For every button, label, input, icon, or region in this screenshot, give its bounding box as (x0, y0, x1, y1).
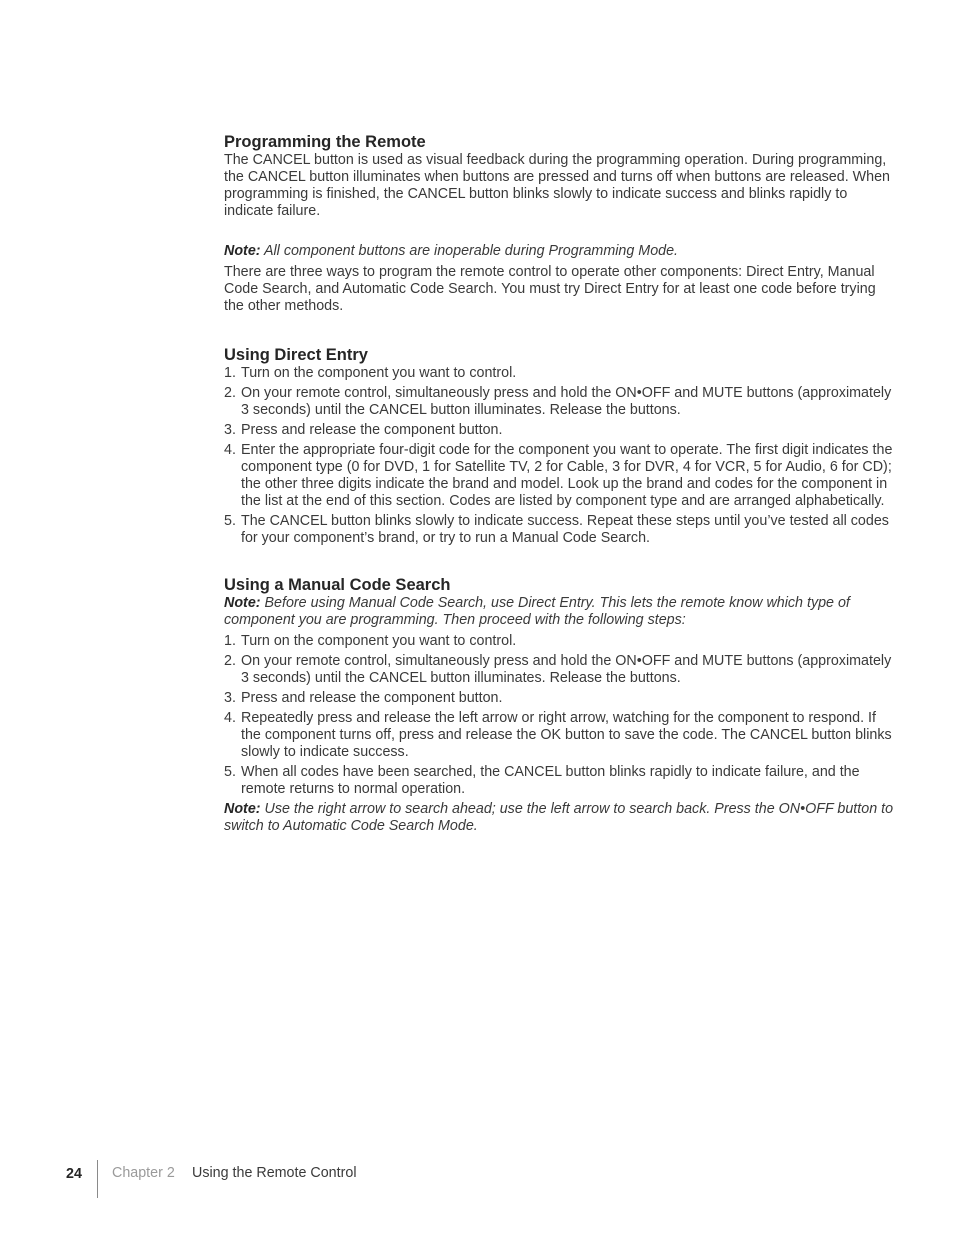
list-item (224, 422, 898, 439)
step-text: Repeatedly press and release the left arrow or right arrow, watching for the component to respond. If the component turns off, press and release the OK button to save the code. The CANCEL button blinks slowly to indicate success. (241, 710, 892, 760)
manual-search-steps (224, 633, 898, 798)
list-item (224, 365, 898, 382)
step-number: 1. (224, 633, 236, 649)
footer-divider (97, 1160, 98, 1198)
programming-methods: There are three ways to program the remote control to operate other components: Direct Entry, Manual Code Search, and Automatic Code Search. You must try Direct Entry for at least one code before trying the other methods. (224, 264, 876, 314)
page-number: 24 (66, 1166, 82, 1182)
list-item (224, 442, 898, 510)
step-text: Enter the appropriate four-digit code for the component you want to operate. The first digit indicates the component type (0 for DVD, 1 for Satellite TV, 2 for Cable, 3 for DVR, 4 for VCR, 5 for Audio, 6 for CD); the other three digits indicate the brand and model. Look up the brand and codes for the component in the list at the end of this section. Codes are listed by component type and are arranged alphabetically. (241, 442, 893, 509)
chapter-label: Chapter 2 (112, 1165, 175, 1181)
step-text: Press and release the component button. (241, 690, 503, 706)
step-text: When all codes have been searched, the CANCEL button blinks rapidly to indicate failure, and the remote returns to normal operation. (241, 764, 860, 797)
page-content (224, 132, 898, 835)
step-text: The CANCEL button blinks slowly to indicate success. Repeat these steps until you’ve tested all codes for your component’s brand, or try to run a Manual Code Search. (241, 513, 889, 546)
note-label: Note: (224, 243, 261, 259)
note-label: Note: (224, 595, 261, 611)
list-item (224, 385, 898, 419)
programming-intro: The CANCEL button is used as visual feedback during the programming operation. During programming, the CANCEL button illuminates when buttons are pressed and turns off when buttons are released. When programming is finished, the CANCEL button blinks slowly to indicate success and blinks rapidly to indicate failure. (224, 152, 890, 219)
step-text: On your remote control, simultaneously press and hold the ON•OFF and MUTE buttons (approximately 3 seconds) until the CANCEL button illuminates. Release the buttons. (241, 385, 892, 418)
list-item (224, 633, 898, 650)
list-item (224, 513, 898, 547)
manual-search-end-note (224, 801, 898, 835)
note-text: All component buttons are inoperable during Programming Mode. (260, 243, 679, 259)
section-heading-programming: Programming the Remote (224, 133, 426, 151)
step-number: 5. (224, 764, 236, 780)
step-text: Press and release the component button. (241, 422, 503, 438)
step-number: 4. (224, 442, 236, 458)
manual-search-note (224, 595, 898, 629)
section-heading-direct-entry: Using Direct Entry (224, 346, 368, 364)
step-number: 5. (224, 513, 236, 529)
step-number: 2. (224, 653, 236, 669)
programming-note (224, 243, 898, 260)
list-item (224, 710, 898, 761)
chapter-title: Using the Remote Control (192, 1165, 357, 1181)
step-number: 1. (224, 365, 236, 381)
direct-entry-steps (224, 365, 898, 547)
step-text: Turn on the component you want to control. (241, 633, 517, 649)
step-number: 3. (224, 690, 236, 706)
list-item (224, 653, 898, 687)
note-text: Use the right arrow to search ahead; use the left arrow to search back. Press the ON•OFF button to switch to Automatic Code Search Mode. (224, 801, 894, 834)
step-number: 2. (224, 385, 236, 401)
list-item (224, 764, 898, 798)
step-number: 4. (224, 710, 236, 726)
note-text: Before using Manual Code Search, use Direct Entry. This lets the remote know which type of component you are programming. Then proceed with the following steps: (224, 595, 850, 628)
step-number: 3. (224, 422, 236, 438)
note-label: Note: (224, 801, 261, 817)
step-text: On your remote control, simultaneously press and hold the ON•OFF and MUTE buttons (approximately 3 seconds) until the CANCEL button illuminates. Release the buttons. (241, 653, 892, 686)
list-item (224, 690, 898, 707)
step-text: Turn on the component you want to control. (241, 365, 517, 381)
section-heading-manual-search: Using a Manual Code Search (224, 576, 451, 594)
